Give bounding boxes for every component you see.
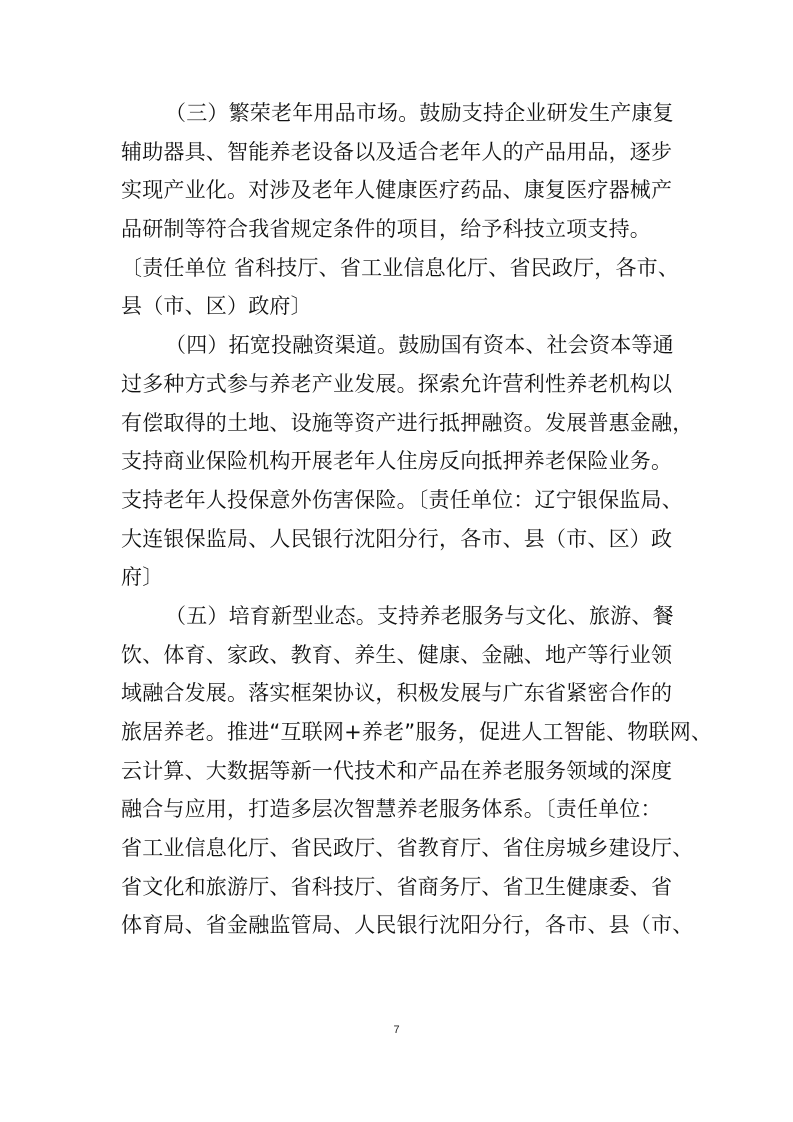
paragraph-4-line-7: 府〕 xyxy=(121,565,164,590)
paragraph-5-line-2: 饮、体育、家政、教育、养生、健康、金融、地产等行业领 xyxy=(121,642,673,667)
paragraph-4-line-5: 支持老年人投保意外伤害保险。〔责任单位：辽宁银保监局、 xyxy=(121,487,683,512)
paragraph-5-line-4: 旅居养老。推进“互联网+养老”服务，促进人工智能、物联网、 xyxy=(121,720,713,744)
document-body xyxy=(121,94,713,945)
paragraph-5-line-9: 体育局、省金融监管局、人民银行沈阳分行，各市、县（市、 xyxy=(121,913,694,938)
paragraph-3-line-6: 县（市、区）政府〕 xyxy=(121,294,312,319)
paragraph-3-line-3: 实现产业化。对涉及老年人健康医疗药品、康复医疗器械产 xyxy=(121,178,673,203)
paragraph-4-line-1: （四）拓宽投融资渠道。鼓励国有资本、社会资本等通 xyxy=(165,333,674,358)
paragraph-5-line-1: （五）培育新型业态。支持养老服务与文化、旅游、餐 xyxy=(165,603,674,628)
paragraph-5-line-5: 云计算、大数据等新一代技术和产品在养老服务领域的深度 xyxy=(121,758,673,783)
paragraph-3-line-4: 品研制等符合我省规定条件的项目，给予科技立项支持。 xyxy=(121,217,651,242)
paragraph-5-line-3: 域融合发展。落实框架协议，积极发展与广东省紧密合作的 xyxy=(121,681,673,706)
paragraph-5-line-7: 省工业信息化厅、省民政厅、省教育厅、省住房城乡建设厅、 xyxy=(121,836,694,861)
paragraph-5-line-8: 省文化和旅游厅、省科技厅、省商务厅、省卫生健康委、省 xyxy=(121,874,673,899)
paragraph-4-line-4: 支持商业保险机构开展老年人住房反向抵押养老保险业务。 xyxy=(121,449,673,474)
paragraph-3-line-2: 辅助器具、智能养老设备以及适合老年人的产品用品，逐步 xyxy=(121,139,673,164)
paragraph-3-line-5: 〔责任单位 省科技厅、省工业信息化厅、省民政厅，各市、 xyxy=(121,255,680,280)
paragraph-3-line-1: （三）繁荣老年用品市场。鼓励支持企业研发生产康复 xyxy=(165,101,674,125)
paragraph-4-line-2: 过多种方式参与养老产业发展。探索允许营利性养老机构以 xyxy=(121,371,673,396)
paragraph-4-line-6: 大连银保监局、人民银行沈阳分行，各市、县（市、区）政 xyxy=(121,526,673,551)
page-number: 7 xyxy=(393,1024,400,1036)
paragraph-5-line-6: 融合与应用，打造多层次智慧养老服务体系。〔责任单位： xyxy=(121,797,662,822)
paragraph-4-line-3: 有偿取得的土地、设施等资产进行抵押融资。发展普惠金融， xyxy=(121,410,694,435)
